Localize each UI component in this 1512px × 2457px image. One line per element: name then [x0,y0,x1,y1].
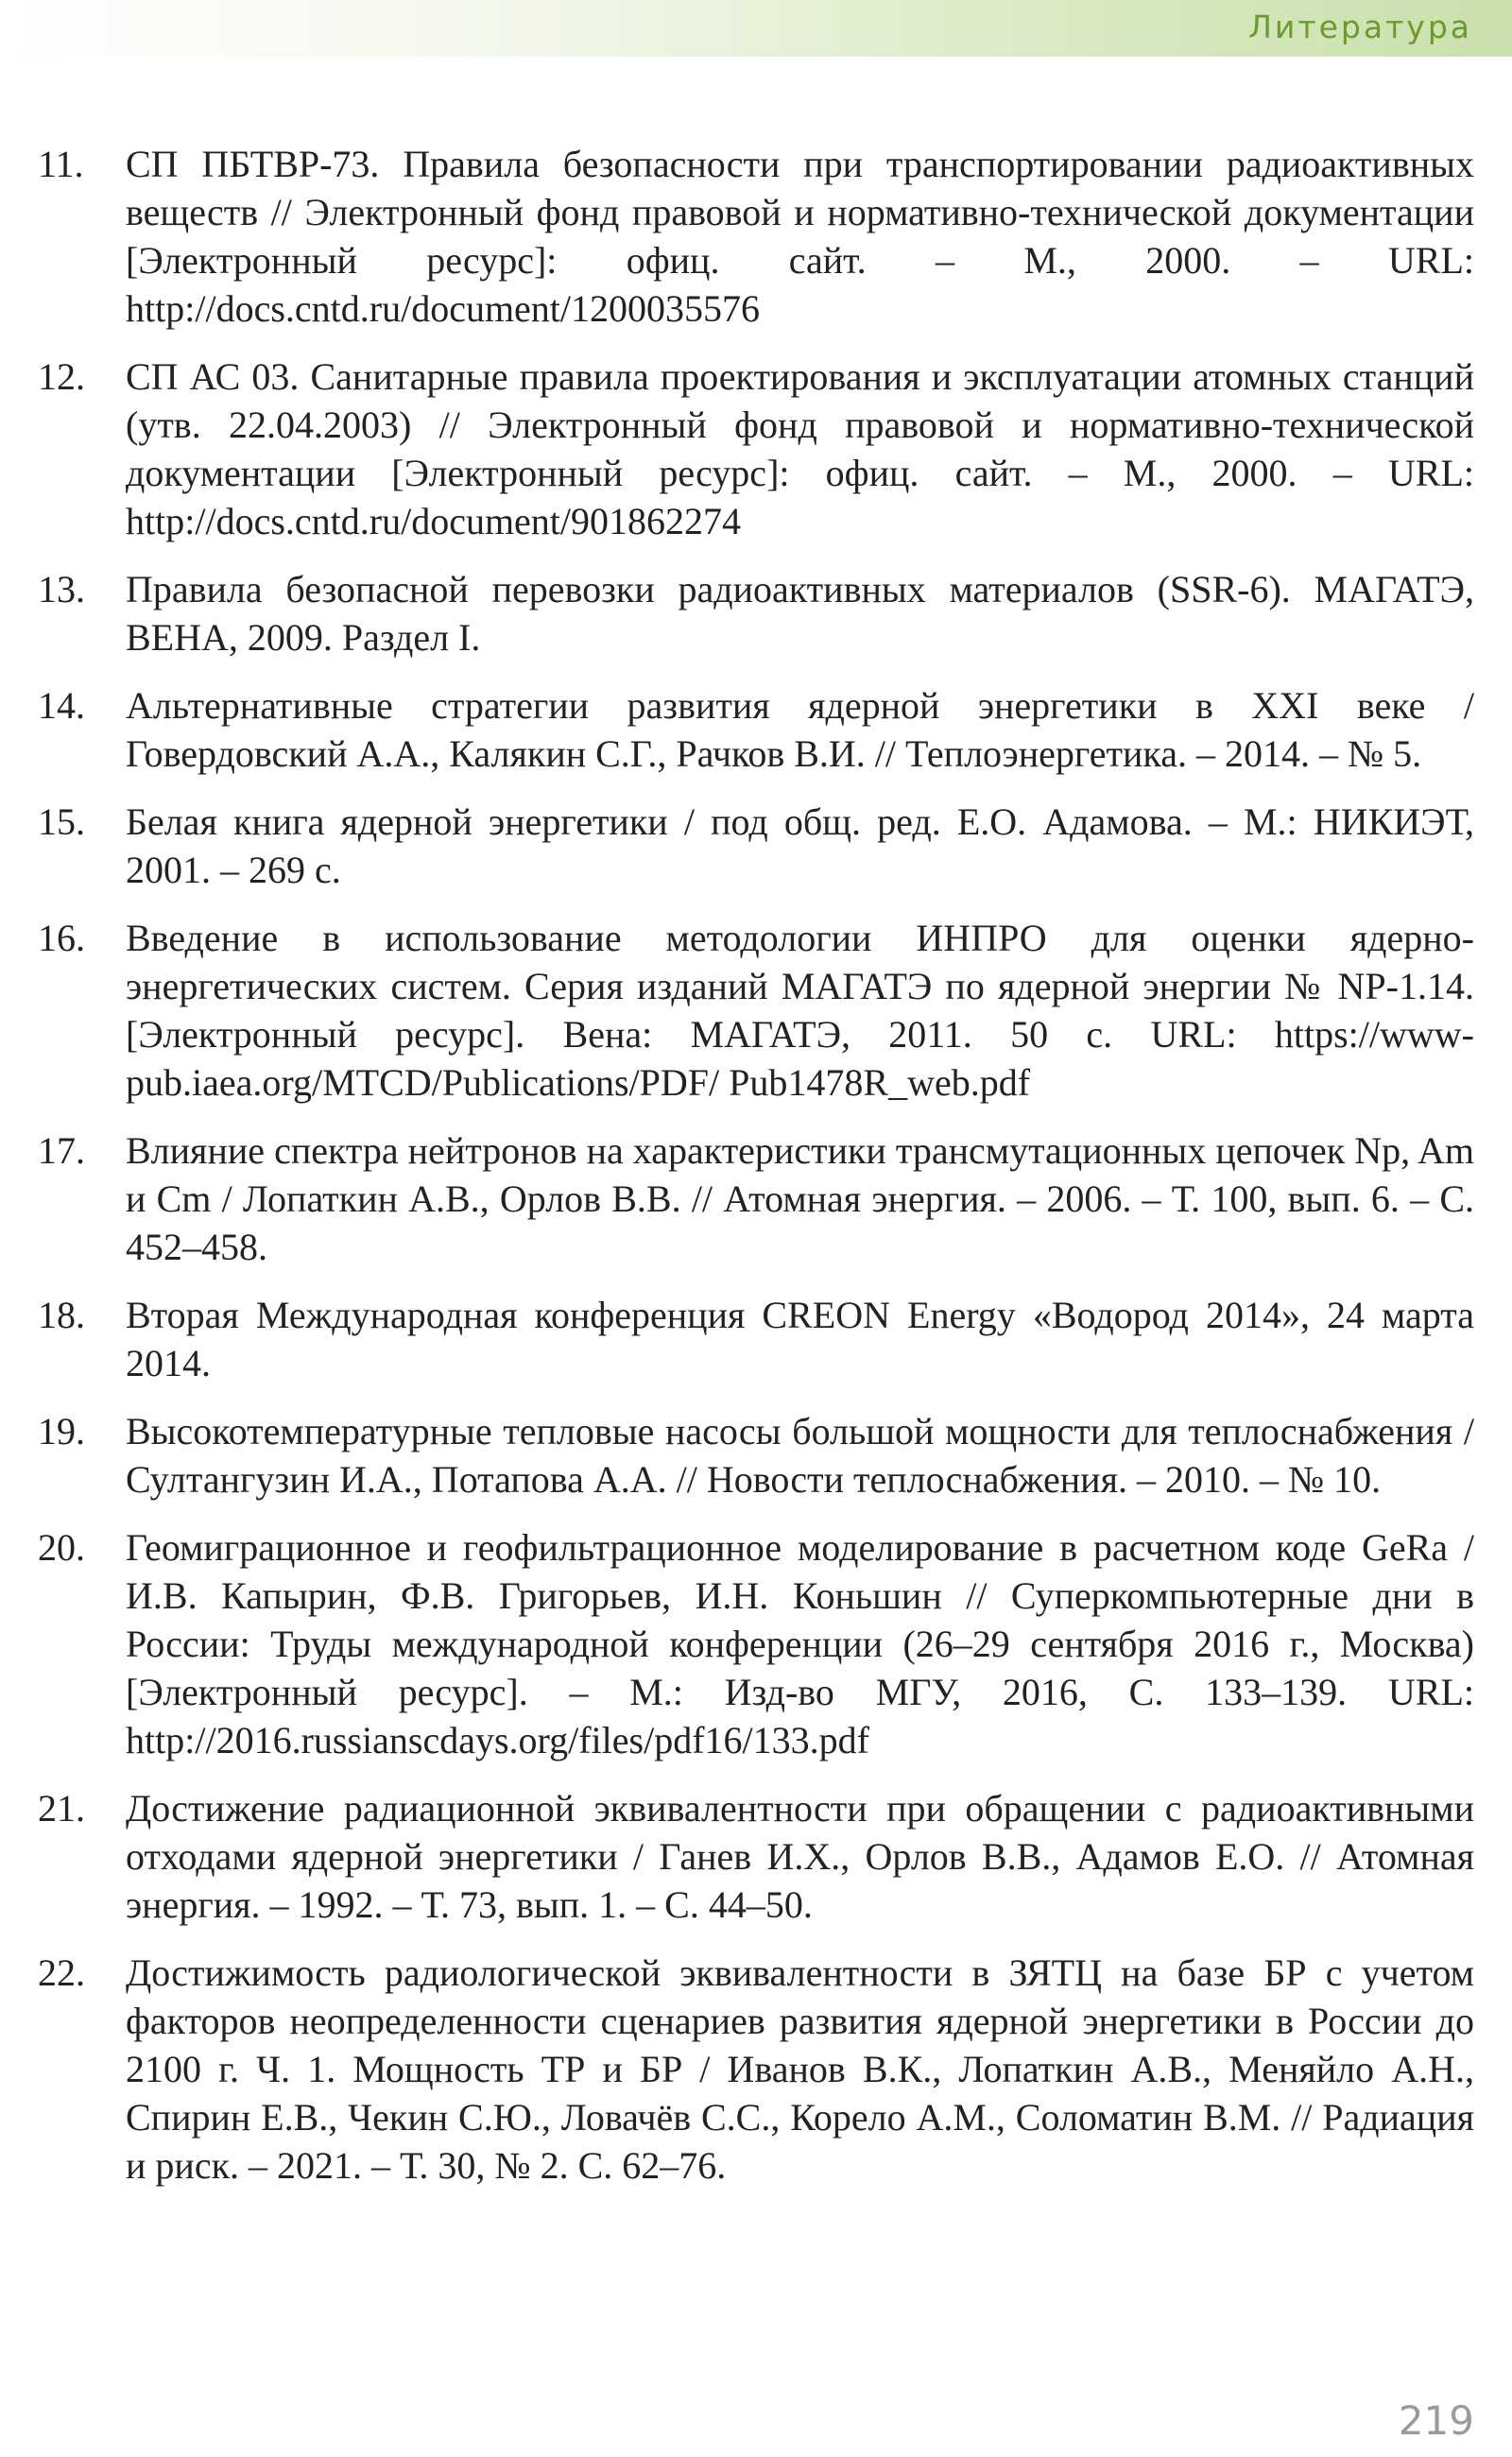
reference-number: 16. [38,917,85,959]
reference-item-13 [38,565,1474,662]
section-title: Литература [1248,9,1472,45]
reference-number: 21. [38,1787,85,1830]
reference-item-21 [38,1784,1474,1929]
reference-number: 15. [38,800,85,843]
reference-text: СП ПБТВР-73. Правила безопасности при транспортировании радиоактивных веществ // Электронный фонд правовой и нормативно-технической документации [Электронный ресурс]: офиц. сайт. – М., 2000. – URL: http://docs.cntd.ru/document/1200035576 [126,143,1474,330]
reference-item-19 [38,1407,1474,1503]
reference-text: СП АС 03. Санитарные правила проектирования и эксплуатации атомных станций (утв. 22.04.2003) // Электронный фонд правовой и нормативно-технической документации [Электронный ресурс]: офиц. сайт. – М., 2000. – URL: http://docs.cntd.ru/document/901862274 [126,355,1474,542]
reference-item-22 [38,1949,1474,2190]
reference-text: Достижение радиационной эквивалентности при обращении с радиоактивными отходами ядерной энергетики / Ганев И.Х., Орлов В.В., Адамов Е.О. // Атомная энергия. – 1992. – Т. 73, вып. 1. – С. 44–50. [126,1787,1474,1926]
reference-number: 19. [38,1410,85,1452]
reference-item-20 [38,1523,1474,1764]
reference-text: Высокотемпературные тепловые насосы большой мощности для теплоснабжения / Султангузин И.А., Потапова А.А. // Новости теплоснабжения. – 2010. – № 10. [126,1410,1474,1501]
reference-text: Белая книга ядерной энергетики / под общ. ред. Е.О. Адамова. – М.: НИКИЭТ, 2001. – 269 с. [126,800,1474,891]
reference-item-16 [38,914,1474,1107]
reference-list [38,140,1474,2209]
reference-number: 18. [38,1294,85,1336]
page-number: 219 [1398,2397,1474,2444]
running-header [0,0,1512,57]
reference-number: 13. [38,568,85,610]
reference-text: Правила безопасной перевозки радиоактивных материалов (SSR-6). МАГАТЭ, ВЕНА, 2009. Раздел I. [126,568,1474,659]
reference-item-17 [38,1126,1474,1271]
reference-item-11 [38,140,1474,333]
reference-number: 12. [38,355,85,398]
reference-item-14 [38,681,1474,778]
reference-text: Геомиграционное и геофильтрационное моделирование в расчетном коде GeRa / И.В. Капырин, Ф.В. Григорьев, И.Н. Коньшин // Суперкомпьютерные дни в России: Труды международной конференции (26–29 сентября 2016 г., Москва) [Электронный ресурс]. – М.: Изд-во МГУ, 2016, С. 133–139. URL: http://2016.russianscdays.org/files/pdf16/133.pdf [126,1526,1474,1761]
reference-item-15 [38,798,1474,894]
reference-number: 11. [38,143,84,185]
reference-number: 17. [38,1129,85,1172]
reference-number: 22. [38,1951,85,1994]
reference-item-18 [38,1291,1474,1387]
reference-item-12 [38,352,1474,545]
reference-text: Достижимость радиологической эквивалентности в ЗЯТЦ на базе БР с учетом факторов неопределенности сценариев развития ядерной энергетики в России до 2100 г. Ч. 1. Мощность ТР и БР / Иванов В.К., Лопаткин А.В., Меняйло А.Н., Спирин Е.В., Чекин С.Ю., Ловачёв С.С., Корело А.М., Соломатин В.М. // Радиация и риск. – 2021. – Т. 30, № 2. С. 62–76. [126,1951,1474,2187]
reference-number: 14. [38,684,85,727]
reference-text: Альтернативные стратегии развития ядерной энергетики в XXI веке / Говердовский А.А., Калякин С.Г., Рачков В.И. // Теплоэнергетика. – 2014. – № 5. [126,684,1474,775]
reference-text: Вторая Международная конференция CREON Energy «Водород 2014», 24 марта 2014. [126,1294,1474,1384]
reference-text: Введение в использование методологии ИНПРО для оценки ядерно-энергетических систем. Серия изданий МАГАТЭ по ядерной энергии № NP-1.14. [Электронный ресурс]. Вена: МАГАТЭ, 2011. 50 с. URL: https://www-pub.iaea.org/MTCD/Publications/PDF/ Pub1478R_web.pdf [126,917,1474,1104]
reference-number: 20. [38,1526,85,1569]
reference-text: Влияние спектра нейтронов на характеристики трансмутационных цепочек Np, Am и Cm / Лопаткин А.В., Орлов В.В. // Атомная энергия. – 2006. – Т. 100, вып. 6. – С. 452–458. [126,1129,1474,1268]
